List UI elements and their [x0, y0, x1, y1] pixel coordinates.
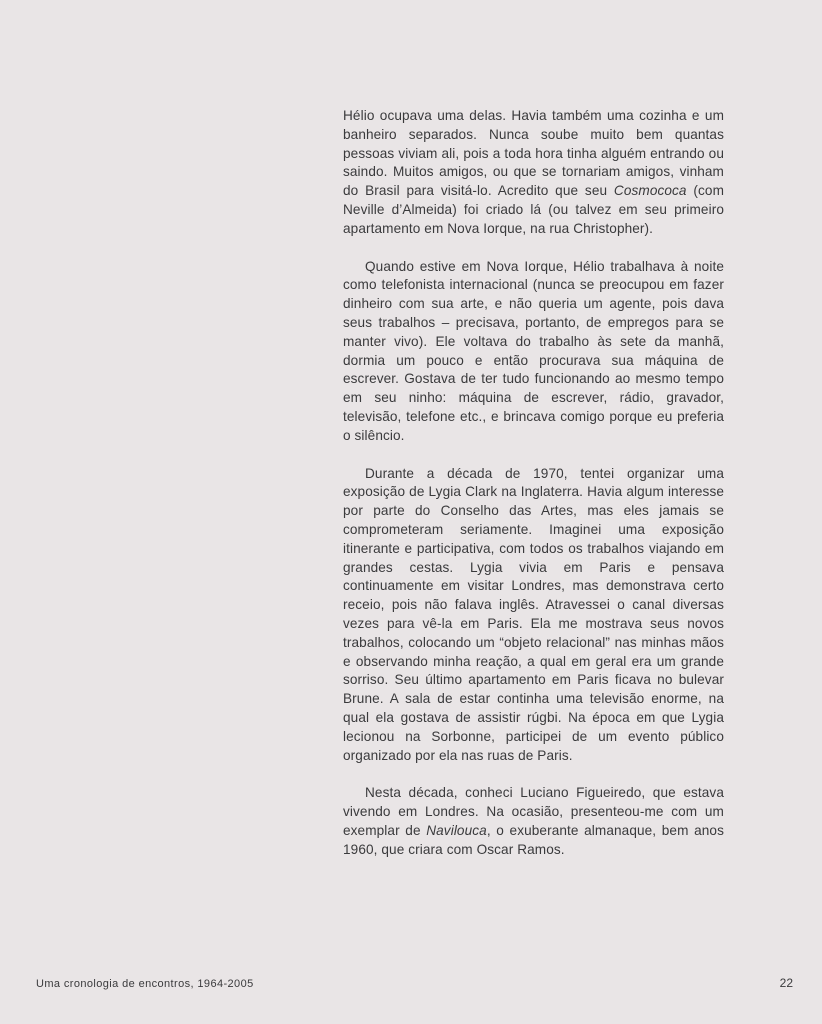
paragraph-1 — [343, 107, 724, 239]
paragraph-4 — [343, 784, 724, 859]
paragraph-4-part-1: Nesta década, conheci Luciano Figueiredo, que estava vivendo em Londres. Na ocasião, presenteou-me com um exemplar de — [343, 785, 724, 838]
publication-title-navilouca: Navilouca — [426, 822, 487, 838]
paragraph-3: Durante a década de 1970, tentei organizar uma exposição de Lygia Clark na Inglaterra. Havia algum interesse por parte do Conselho das Artes, mas eles jamais se comprometeram seriamente. Imaginei uma exposição itinerante e participativa, com todos os trabalhos viajando em grandes cestas. Lygia vivia em Paris e pensava continuamente em visitar Londres, mas demonstrava certo receio, pois não falava inglês. Atravessei o canal diversas vezes para vê-la em Paris. Ela me mostrava seus novos trabalhos, colocando um “objeto relacional” nas minhas mãos e observando minha reação, a qual em geral era um grande sorriso. Seu último apartamento em Paris ficava no bulevar Brune. A sala de estar continha uma televisão enorme, na qual ela gostava de assistir rúgbi. Na época em que Lygia lecionou na Sorbonne, participei de um evento público organizado por ela nas ruas de Paris. — [343, 465, 724, 763]
paragraph-1-part-1: Hélio ocupava uma delas. Havia também uma cozinha e um banheiro separados. Nunca soube muito bem quantas pessoas viviam ali, pois a toda hora tinha alguém entrando ou saindo. Muitos amigos, ou que se tornariam amigos, vinham do Brasil para visitá-lo. Acredito que seu — [343, 108, 724, 199]
text-column — [343, 107, 724, 878]
paragraph-4-part-2: , o exuberante almanaque, bem anos 1960, que criara com Oscar Ramos. — [343, 822, 724, 857]
paragraph-1-part-2: (com Neville d’Almeida) foi criado lá (ou talvez em seu primeiro apartamento em Nova Iorque, na rua Christopher). — [343, 183, 724, 236]
page-number: 22 — [779, 976, 793, 990]
running-title: Uma cronologia de encontros, 1964-2005 — [36, 978, 254, 990]
artwork-title-cosmococa: Cosmococa — [613, 183, 687, 199]
paragraph-2: Quando estive em Nova Iorque, Hélio trabalhava à noite como telefonista internacional (nunca se preocupou em fazer dinheiro com sua arte, e não queria um agente, pois dava seus trabalhos – precisava, portanto, de empregos para se manter vivo). Ele voltava do trabalho às sete da manhã, dormia um pouco e então procurava sua máquina de escrever. Gostava de ter tudo funcionando ao mesmo tempo em seu ninho: máquina de escrever, rádio, gravador, televisão, telefone etc., e brincava comigo porque eu preferia o silêncio. — [343, 258, 724, 443]
